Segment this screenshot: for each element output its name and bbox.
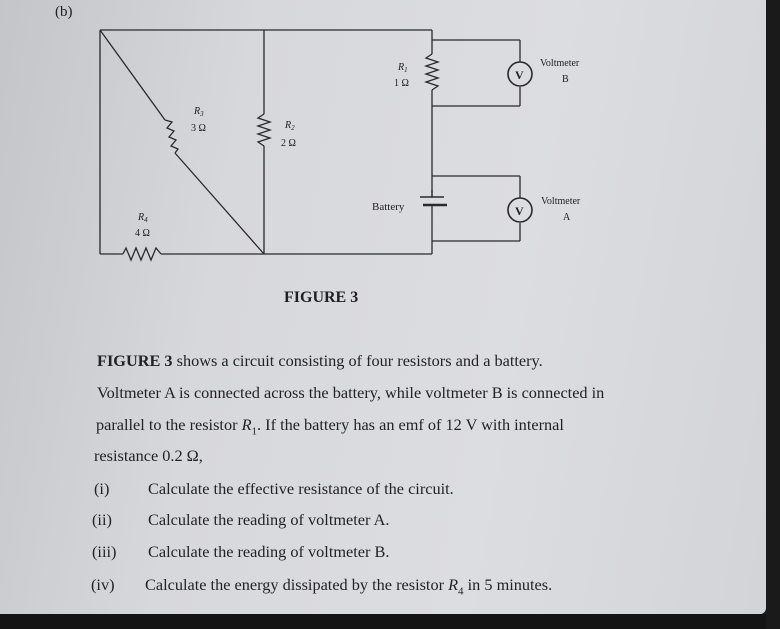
battery-label: Battery [372, 201, 405, 213]
paragraph-line-1: FIGURE 3 shows a circuit consisting of four resistors and a battery. [97, 351, 543, 370]
paragraph-line-3: parallel to the resistor $R_1$. If the battery has an emf of 12 V with internal [96, 415, 564, 438]
r1-value: 1 Ω [394, 78, 409, 89]
resistor-r3 [165, 120, 178, 153]
question-number: (iv) [91, 575, 115, 594]
voltmeter-a-label-line2: A [563, 212, 571, 223]
background-edge-right [766, 0, 780, 629]
background-edge [0, 614, 780, 629]
question-number: (iii) [92, 542, 117, 561]
r1-name: $R_1$ [398, 62, 408, 74]
paragraph-line-2: Voltmeter A is connected across the battery, while voltmeter B is connected in [97, 383, 605, 402]
circuit-diagram [0, 0, 766, 300]
voltmeter-b-label-line2: B [562, 74, 569, 85]
r2-value: 2 Ω [281, 138, 296, 149]
r3-name: $R_3$ [194, 106, 204, 118]
r2-name: $R_2$ [285, 120, 295, 132]
r4-value: 4 Ω [135, 228, 150, 239]
question-text: Calculate the energy dissipated by the resistor $R_4$ in 5 minutes. [145, 575, 553, 598]
r3-value: 3 Ω [191, 123, 206, 134]
voltmeter-b-label-line1: Voltmeter [540, 58, 580, 69]
voltmeter-b-symbol: V [515, 68, 524, 82]
voltmeter-a-label-line1: Voltmeter [541, 196, 581, 207]
question-text: Calculate the effective resistance of the circuit. [148, 479, 454, 498]
wire-diagonal-bottom [175, 153, 264, 254]
part-label: (b) [55, 4, 73, 20]
resistor-r4 [123, 248, 161, 260]
r4-name: $R_4$ [138, 212, 148, 224]
paragraph-line-4: resistance 0.2 Ω, [94, 446, 203, 465]
resistor-r1 [426, 54, 438, 90]
resistor-r2 [258, 114, 270, 146]
voltmeter-a-symbol: V [515, 204, 524, 218]
question-text: Calculate the reading of voltmeter A. [148, 510, 390, 529]
wire-diagonal-top [100, 30, 165, 120]
question-number: (ii) [92, 510, 112, 529]
question-text: Calculate the reading of voltmeter B. [148, 542, 390, 561]
question-number: (i) [94, 479, 110, 498]
figure-caption: FIGURE 3 [284, 289, 359, 306]
